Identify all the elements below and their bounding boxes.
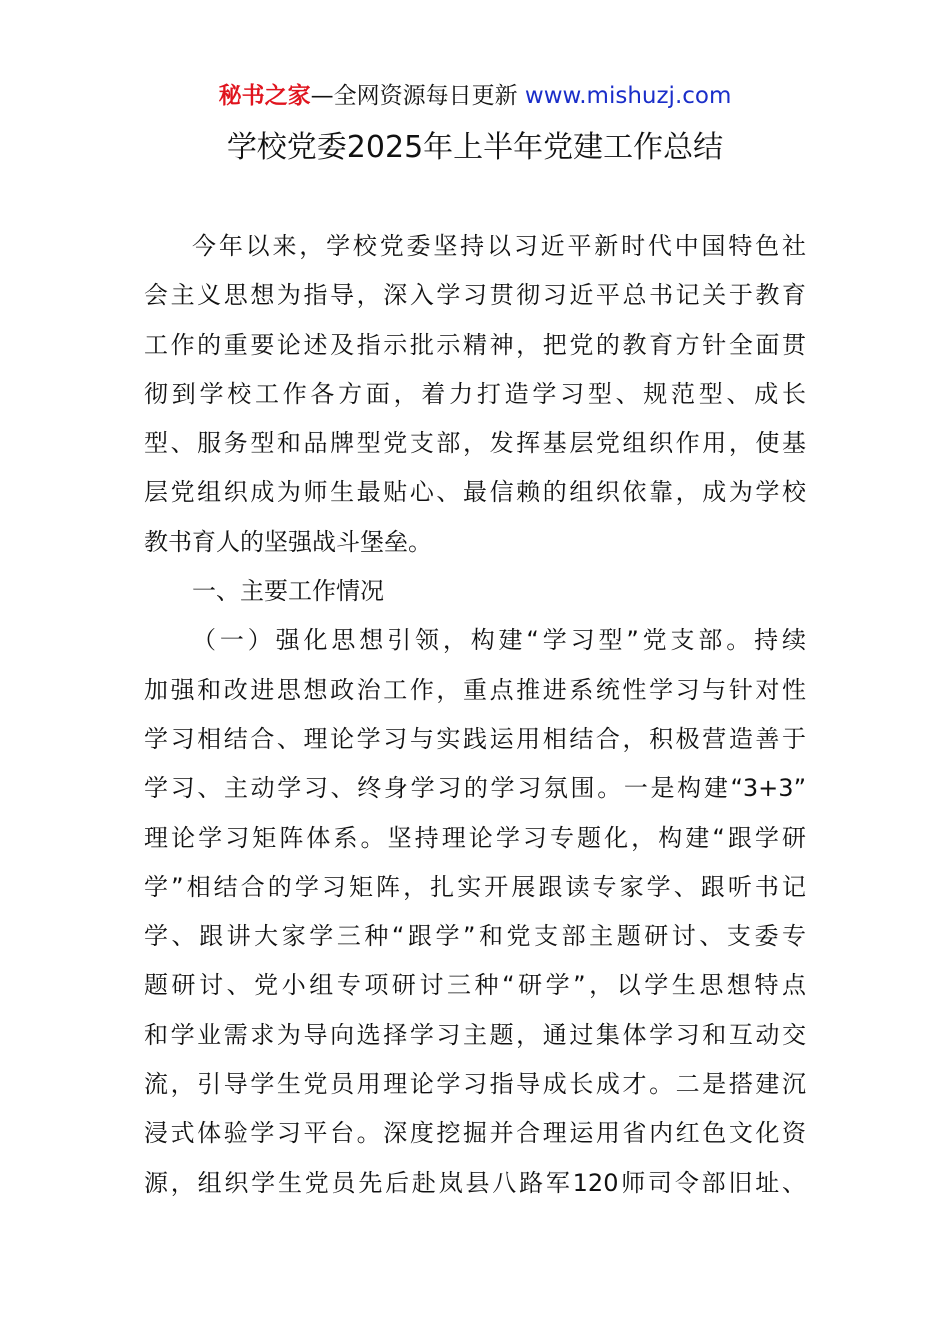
paragraph-line: （一）强化思想引领，构建“学习型”党支部。持续	[192, 626, 806, 655]
document-title: 学校党委2025年上半年党建工作总结	[226, 130, 724, 165]
paragraph-line: 会主义思想为指导，深入学习贯彻习近平总书记关于教育	[144, 281, 806, 310]
paragraph-line: 彻到学校工作各方面，着力打造学习型、规范型、成长	[144, 379, 806, 408]
paragraph-line: 教书育人的坚强战斗堡垒。	[144, 527, 432, 556]
paragraph-line: 学习、主动学习、终身学习的学习氛围。一是构建“3+3”	[144, 774, 806, 803]
paragraph-line: 层党组织成为师生最贴心、最信赖的组织依靠，成为学校	[144, 478, 806, 507]
section-heading: 一、主要工作情况	[192, 577, 384, 606]
document-body	[144, 222, 806, 1208]
paragraph-line: 学、跟讲大家学三种“跟学”和党支部主题研讨、支委专	[144, 922, 806, 951]
paragraph-line: 今年以来，学校党委坚持以习近平新时代中国特色社	[192, 232, 806, 260]
paragraph-line: 浸式体验学习平台。深度挖掘并合理运用省内红色文化资	[144, 1119, 806, 1148]
paragraph-line: 和学业需求为导向选择学习主题，通过集体学习和互动交	[144, 1020, 806, 1049]
paragraph-line: 学”相结合的学习矩阵，扎实开展跟读专家学、跟听书记	[144, 872, 806, 901]
paragraph-line: 学习相结合、理论学习与实践运用相结合，积极营造善于	[144, 724, 806, 753]
site-tagline: —全网资源每日更新	[310, 83, 518, 109]
paragraph-line: 加强和改进思想政治工作，重点推进系统性学习与针对性	[144, 675, 806, 704]
paragraph-line: 型、服务型和品牌型党支部，发挥基层党组织作用，使基	[144, 429, 806, 458]
paragraph-line: 流，引导学生党员用理论学习指导成长成才。二是搭建沉	[144, 1070, 806, 1099]
paragraph-line: 工作的重要论述及指示批示精神，把党的教育方针全面贯	[144, 330, 806, 359]
paragraph-line: 题研讨、党小组专项研讨三种“研学”，以学生思想特点	[144, 971, 806, 1000]
site-header	[0, 80, 950, 112]
paragraph-line: 理论学习矩阵体系。坚持理论学习专题化，构建“跟学研	[144, 823, 806, 852]
site-url-link[interactable]: www.mishuzj.com	[524, 83, 732, 109]
paragraph-line: 源，组织学生党员先后赴岚县八路军120师司令部旧址、	[144, 1168, 806, 1197]
site-brand: 秘书之家	[218, 83, 311, 109]
